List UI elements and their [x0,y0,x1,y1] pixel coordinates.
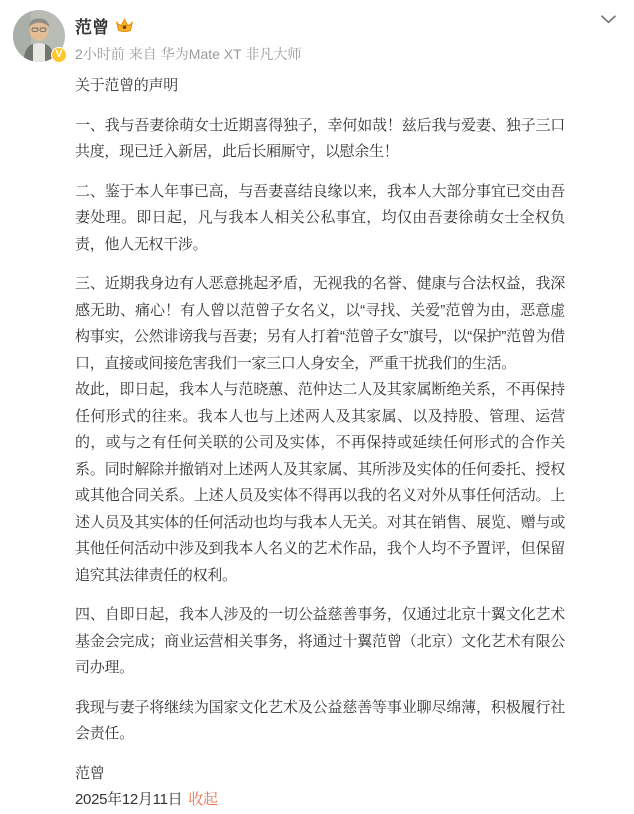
avatar[interactable] [13,10,65,62]
username[interactable]: 范曾 [75,18,109,37]
verified-v-icon: V [51,47,67,63]
paragraph-1: 一、我与吾妻徐萌女士近期喜得独子，幸何如哉！兹后我与爱妻、独子三口共度，现已迁入新居，此后长厢厮守，以慰余生！ [75,116,565,160]
post-title: 关于范曾的声明 [75,77,178,94]
post-meta [75,44,618,64]
post-header [0,0,634,64]
from-label: 来自 [128,46,157,62]
paragraph-4: 故此，即日起，我本人与范晓蕙、范仲达二人及其家属断绝关系，不再保持任何形式的往来。我本人也与上述两人及其家属、以及持股、管理、运营的，或与之有任何关联的公司及实体，不再保持或延续任何形式的合作关系。同时解除并撤销对上述两人及其家属、其所涉及实体的任何委托、授权或其他合同关系。上述人员及实体不得再以我的名义对外从事任何活动。上述人员及其实体的任何活动也均与我本人无关。对其在销售、展览、赠与或其他任何活动中涉及到我本人名义的艺术作品，我个人均不予置评，但保留追究其法律责任的权利。 [75,381,565,584]
paragraph-5: 四、自即日起，我本人涉及的一切公益慈善事务，仅通过北京十翼文化艺术基金会完成；商业运营相关事务，将通过十翼范曾（北京）文化艺术有限公司办理。 [75,606,565,676]
paragraph-3: 三、近期我身边有人恶意挑起矛盾，无视我的名誉、健康与合法权益，我深感无助、痛心！有人曾以范曾子女名义，以“寻找、关爱”范曾为由，恶意虚构事实，公然诽谤我与吾妻；另有人打着“范曾子女”旗号，以“保护”范曾为借口，直接或间接危害我们一家三口人身安全，严重干扰我们的生活。 [75,275,565,372]
source-device-link[interactable]: 华为Mate XT 非凡大师 [160,46,302,62]
signature-block [75,761,565,814]
header-info [75,10,618,64]
paragraph-6: 我现与妻子将继续为国家文化艺术及公益慈善等事业聊尽绵薄，积极履行社会责任。 [75,698,565,742]
paragraph-2: 二、鉴于本人年事已高，与吾妻喜结良缘以来，我本人大部分事宜已交由吾妻处理。即日起，凡与我本人相关公私事宜，均仅由吾妻徐萌女士全权负责，他人无权干涉。 [75,182,565,253]
post-content [75,73,565,814]
chevron-down-icon[interactable] [599,9,618,31]
post-date: 2025年12月11日 [75,791,183,808]
collapse-link[interactable]: 收起 [188,791,218,808]
signature: 范曾 [75,764,105,782]
crown-icon [115,17,134,34]
timestamp[interactable]: 2小时前 [75,46,125,62]
